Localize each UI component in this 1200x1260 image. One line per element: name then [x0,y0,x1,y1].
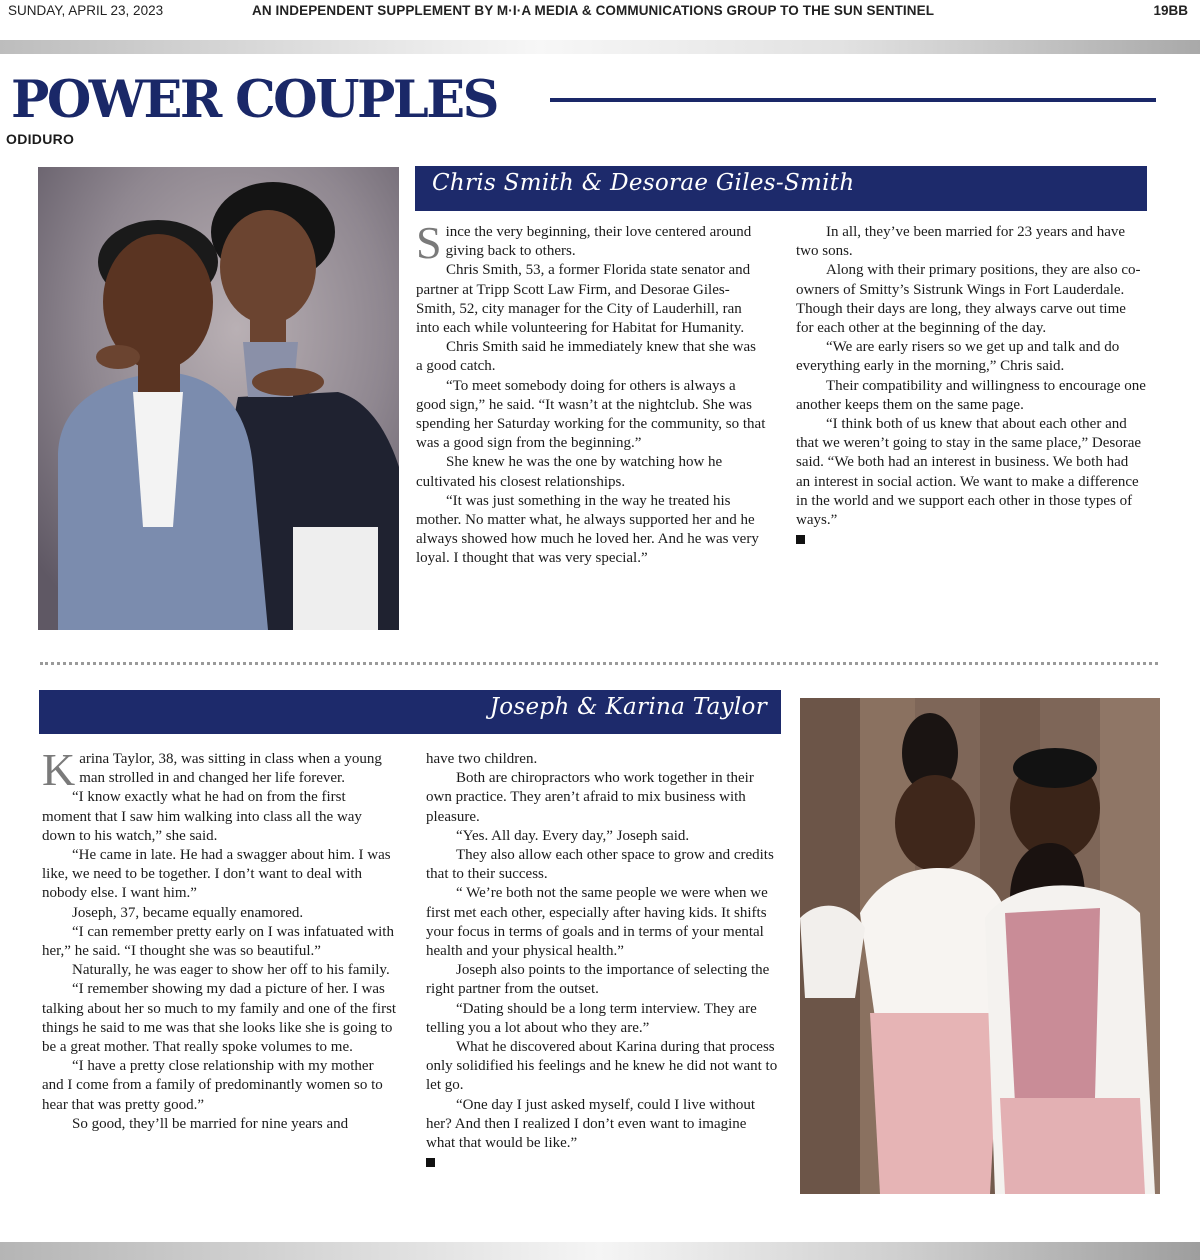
story1-paragraph: “To meet somebody doing for others is always a good sign,” he said. “It wasn’t at the nightclub. She was spending her Saturday working for the community, so that was a good sign from the beginning.” [416,377,766,452]
story2-paragraph: What he discovered about Karina during that process only solidified his feelings and he knew he did not want to let go. [426,1039,778,1094]
story2-column-1 [42,744,397,1134]
story2-paragraph: “I remember showing my dad a picture of her. I was talking about her so much to my family and one of the first things he said to me was that she looks like she is going to be a great mother. That really spoke volumes to me. [42,981,397,1056]
story1-paragraph: Along with their primary positions, they are also co-owners of Smitty’s Sistrunk Wings in Fort Lauderdale. Though their days are long, they always carve out time for each other at the beginning of the day. [796,262,1141,337]
photo-chris-desorae [38,167,399,630]
header-gradient-bar [0,40,1200,54]
photo-joseph-karina [800,698,1160,1194]
story1-column-1 [416,217,766,569]
story1-paragraph: Chris Smith said he immediately knew that she was a good catch. [416,339,756,375]
story1-couple-name: Chris Smith & Desorae Giles-Smith [432,170,855,196]
story1-paragraph: Since the very beginning, their love centered around giving back to others. [416,217,752,268]
story1-paragraph: “I think both of us knew that about each other and that we weren’t going to stay in the same place,” Desorae said. “We both had an interest in business. We both had an interest in social action. We want to make a difference in the world and we support each other in those types of ways.” [796,416,1142,529]
story2-paragraph: have two children. [426,751,538,767]
byline: ODIDURO [6,131,75,147]
page-number: 19BB [1153,3,1188,18]
end-mark [796,535,805,544]
story2-paragraph: “I can remember pretty early on I was infatuated with her,” he said. “I thought she was so beautiful.” [42,923,394,960]
story2-header-band [39,690,781,734]
story2-paragraph: Both are chiropractors who work together in their own practice. They aren’t afraid to mix business with pleasure. [426,770,754,825]
story2-paragraph: “ We’re both not the same people we were when we first met each other, especially after having kids. It shifts your focus in terms of goals and in terms of your mental health and your physical health.” [426,885,768,960]
story2-paragraph: Joseph, 37, became equally enamored. [72,904,304,921]
story2-paragraph: “One day I just asked myself, could I live without her? And then I realized I don’t even want to imagine what that would be like.” [426,1096,756,1152]
story2-paragraph: Karina Taylor, 38, was sitting in class when a young man strolled in and changed her life forever. [42,744,382,795]
story2-paragraph: “I know exactly what he had on from the first moment that I saw him walking into class all the way down to his watch,” she said. [42,789,362,844]
story1-paragraph: She knew he was the one by watching how he cultivated his closest relationships. [416,454,723,490]
story1-paragraph: “We are early risers so we get up and talk and do everything early in the morning,” Chris said. [796,339,1120,375]
end-mark [426,1158,435,1167]
couple-photo-illustration [38,167,399,630]
story2-paragraph: “He came in late. He had a swagger about him. I was like, we need to be together. I don’t want to deal with nobody else. I want him.” [42,847,391,902]
story2-couple-name: Joseph & Karina Taylor [489,694,767,720]
supplement-line: AN INDEPENDENT SUPPLEMENT BY M·I·A MEDIA & COMMUNICATIONS GROUP TO THE SUN SENTINEL [252,3,935,18]
story-divider [40,662,1158,665]
story1-paragraph: Their compatibility and willingness to encourage one another keeps them on the same page. [796,377,1146,413]
story2-column-2 [426,750,778,1173]
story2-paragraph: So good, they’ll be married for nine years and [72,1115,349,1132]
story2-paragraph: Naturally, he was eager to show her off to his family. [72,962,390,979]
drop-cap: S [416,217,442,268]
story1-column-2 [796,223,1146,550]
story2-paragraph: “Dating should be a long term interview. They are telling you a lot about who they are.” [426,1000,757,1036]
couple-photo-illustration [800,698,1160,1194]
story1-paragraph: Chris Smith, 53, a former Florida state senator and partner at Tripp Scott Law Firm, and Desorae Giles-Smith, 52, city manager for the City of Lauderhill, ran into each while volunteering for Habitat for Humanity. [416,262,751,337]
title-rule [550,98,1156,102]
story1-paragraph: In all, they’ve been married for 23 years and have two sons. [796,224,1126,260]
story1-paragraph: “It was just something in the way he treated his mother. No matter what, he always supported her and he always showed how much he loved her. And he was very loyal. I thought that was very special.” [416,492,759,567]
story2-paragraph: Joseph also points to the importance of selecting the right partner from the outset. [426,962,770,998]
section-title: POWER COUPLES [11,70,497,130]
story2-paragraph: They also allow each other space to grow and credits that to their success. [426,847,774,883]
page-header [0,0,1200,24]
drop-cap: K [42,744,76,795]
footer-gradient-bar [0,1242,1200,1260]
story2-paragraph: “I have a pretty close relationship with my mother and I come from a family of predominantly women so to hear that was pretty good.” [42,1058,383,1113]
story2-paragraph: “Yes. All day. Every day,” Joseph said. [456,827,690,844]
story1-header-band [415,166,1147,211]
issue-date: SUNDAY, APRIL 23, 2023 [8,3,164,18]
